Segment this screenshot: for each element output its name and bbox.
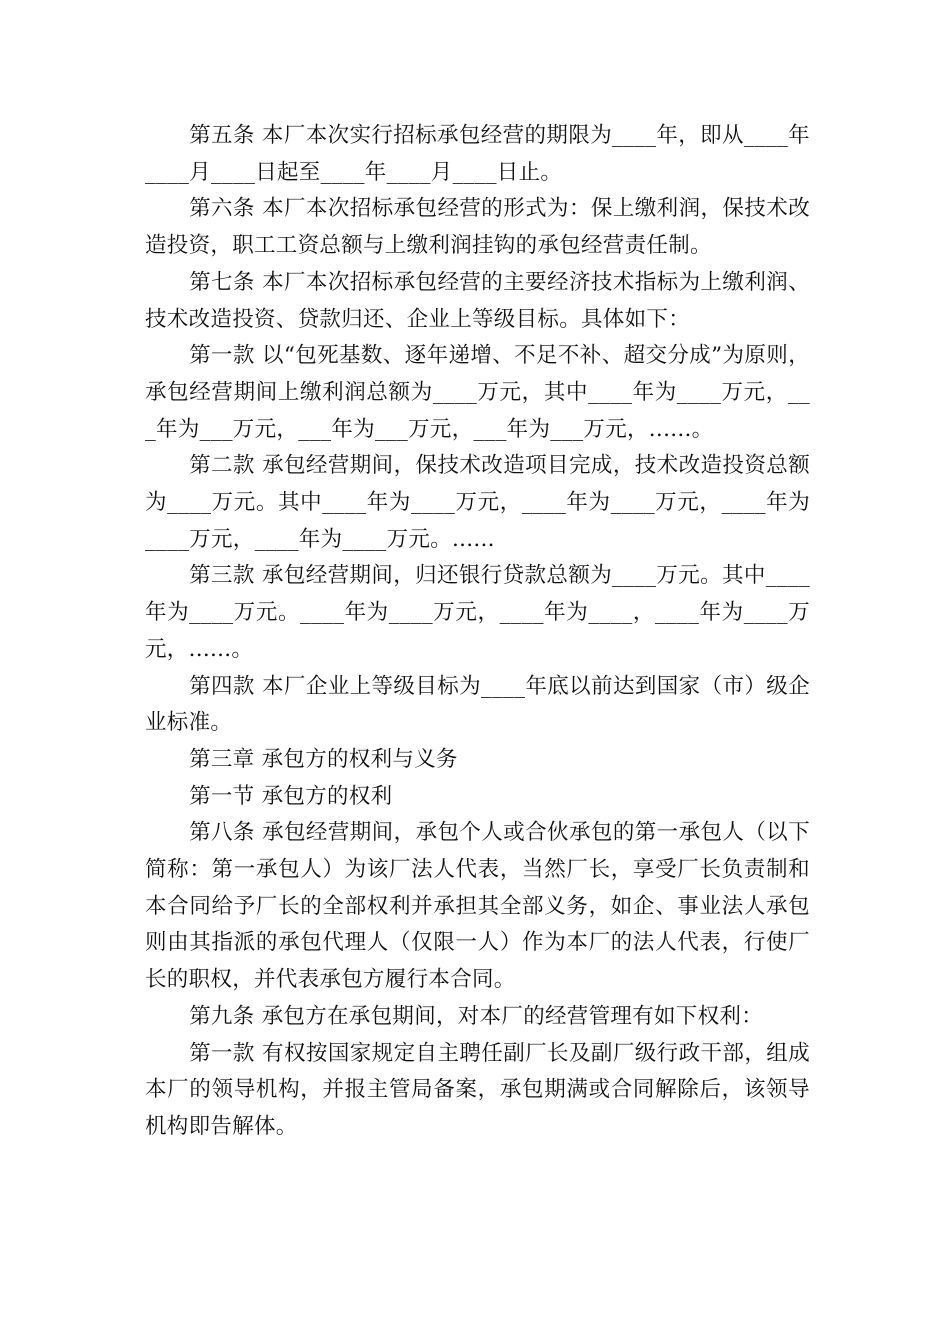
article-7-clause-2-paragraph: 第二款 承包经营期间，保技术改造项目完成，技术改造投资总额为____万元。其中____年为____万元，____年为____万元，____年为____万元，____年为____万元。......: [145, 453, 810, 552]
article-8-paragraph: 第八条 承包经营期间，承包个人或合伙承包的第一承包人（以下简称：第一承包人）为该厂法人代表，当然厂长，享受厂长负责制和本合同给予厂长的全部权利并承担其全部义务，如企、事业法人承包则由其指派的承包代理人（仅限一人）作为本厂的法人代表，行使厂长的职权，并代表承包方履行本合同。: [145, 820, 810, 993]
document-body: [145, 118, 810, 1146]
article-7-clause-3-paragraph: 第三款 承包经营期间，归还银行贷款总额为____万元。其中____年为____万元。____年为____万元，____年为____，____年为____万元，......。: [145, 563, 810, 662]
article-5-paragraph: 第五条 本厂本次实行招标承包经营的期限为____年，即从____年____月____日起至____年____月____日止。: [145, 123, 810, 185]
article-7-clause-1-paragraph: 第一款 以“包死基数、逐年递增、不足不补、超交分成”为原则，承包经营期间上缴利润总额为____万元，其中____年为____万元，___年为___万元，___年为___万元，___年为___万元，......。: [145, 343, 810, 442]
article-9-paragraph: 第九条 承包方在承包期间，对本厂的经营管理有如下权利：: [189, 1003, 763, 1029]
article-9-clause-1-paragraph: 第一款 有权按国家规定自主聘任副厂长及副厂级行政干部，组成本厂的领导机构，并报主管局备案，承包期满或合同解除后，该领导机构即告解体。: [145, 1040, 810, 1139]
article-7-clause-4-paragraph: 第四款 本厂企业上等级目标为____年底以前达到国家（市）级企业标准。: [145, 673, 810, 736]
article-6-paragraph: 第六条 本厂本次招标承包经营的形式为：保上缴利润，保技术改造投资，职工工资总额与上缴利润挂钩的承包经营责任制。: [145, 196, 810, 259]
chapter-3-heading: 第三章 承包方的权利与义务: [189, 746, 458, 772]
section-1-heading: 第一节 承包方的权利: [189, 783, 393, 809]
article-7-paragraph: 第七条 本厂本次招标承包经营的主要经济技术指标为上缴利润、技术改造投资、贷款归还、企业上等级目标。具体如下：: [145, 269, 810, 332]
